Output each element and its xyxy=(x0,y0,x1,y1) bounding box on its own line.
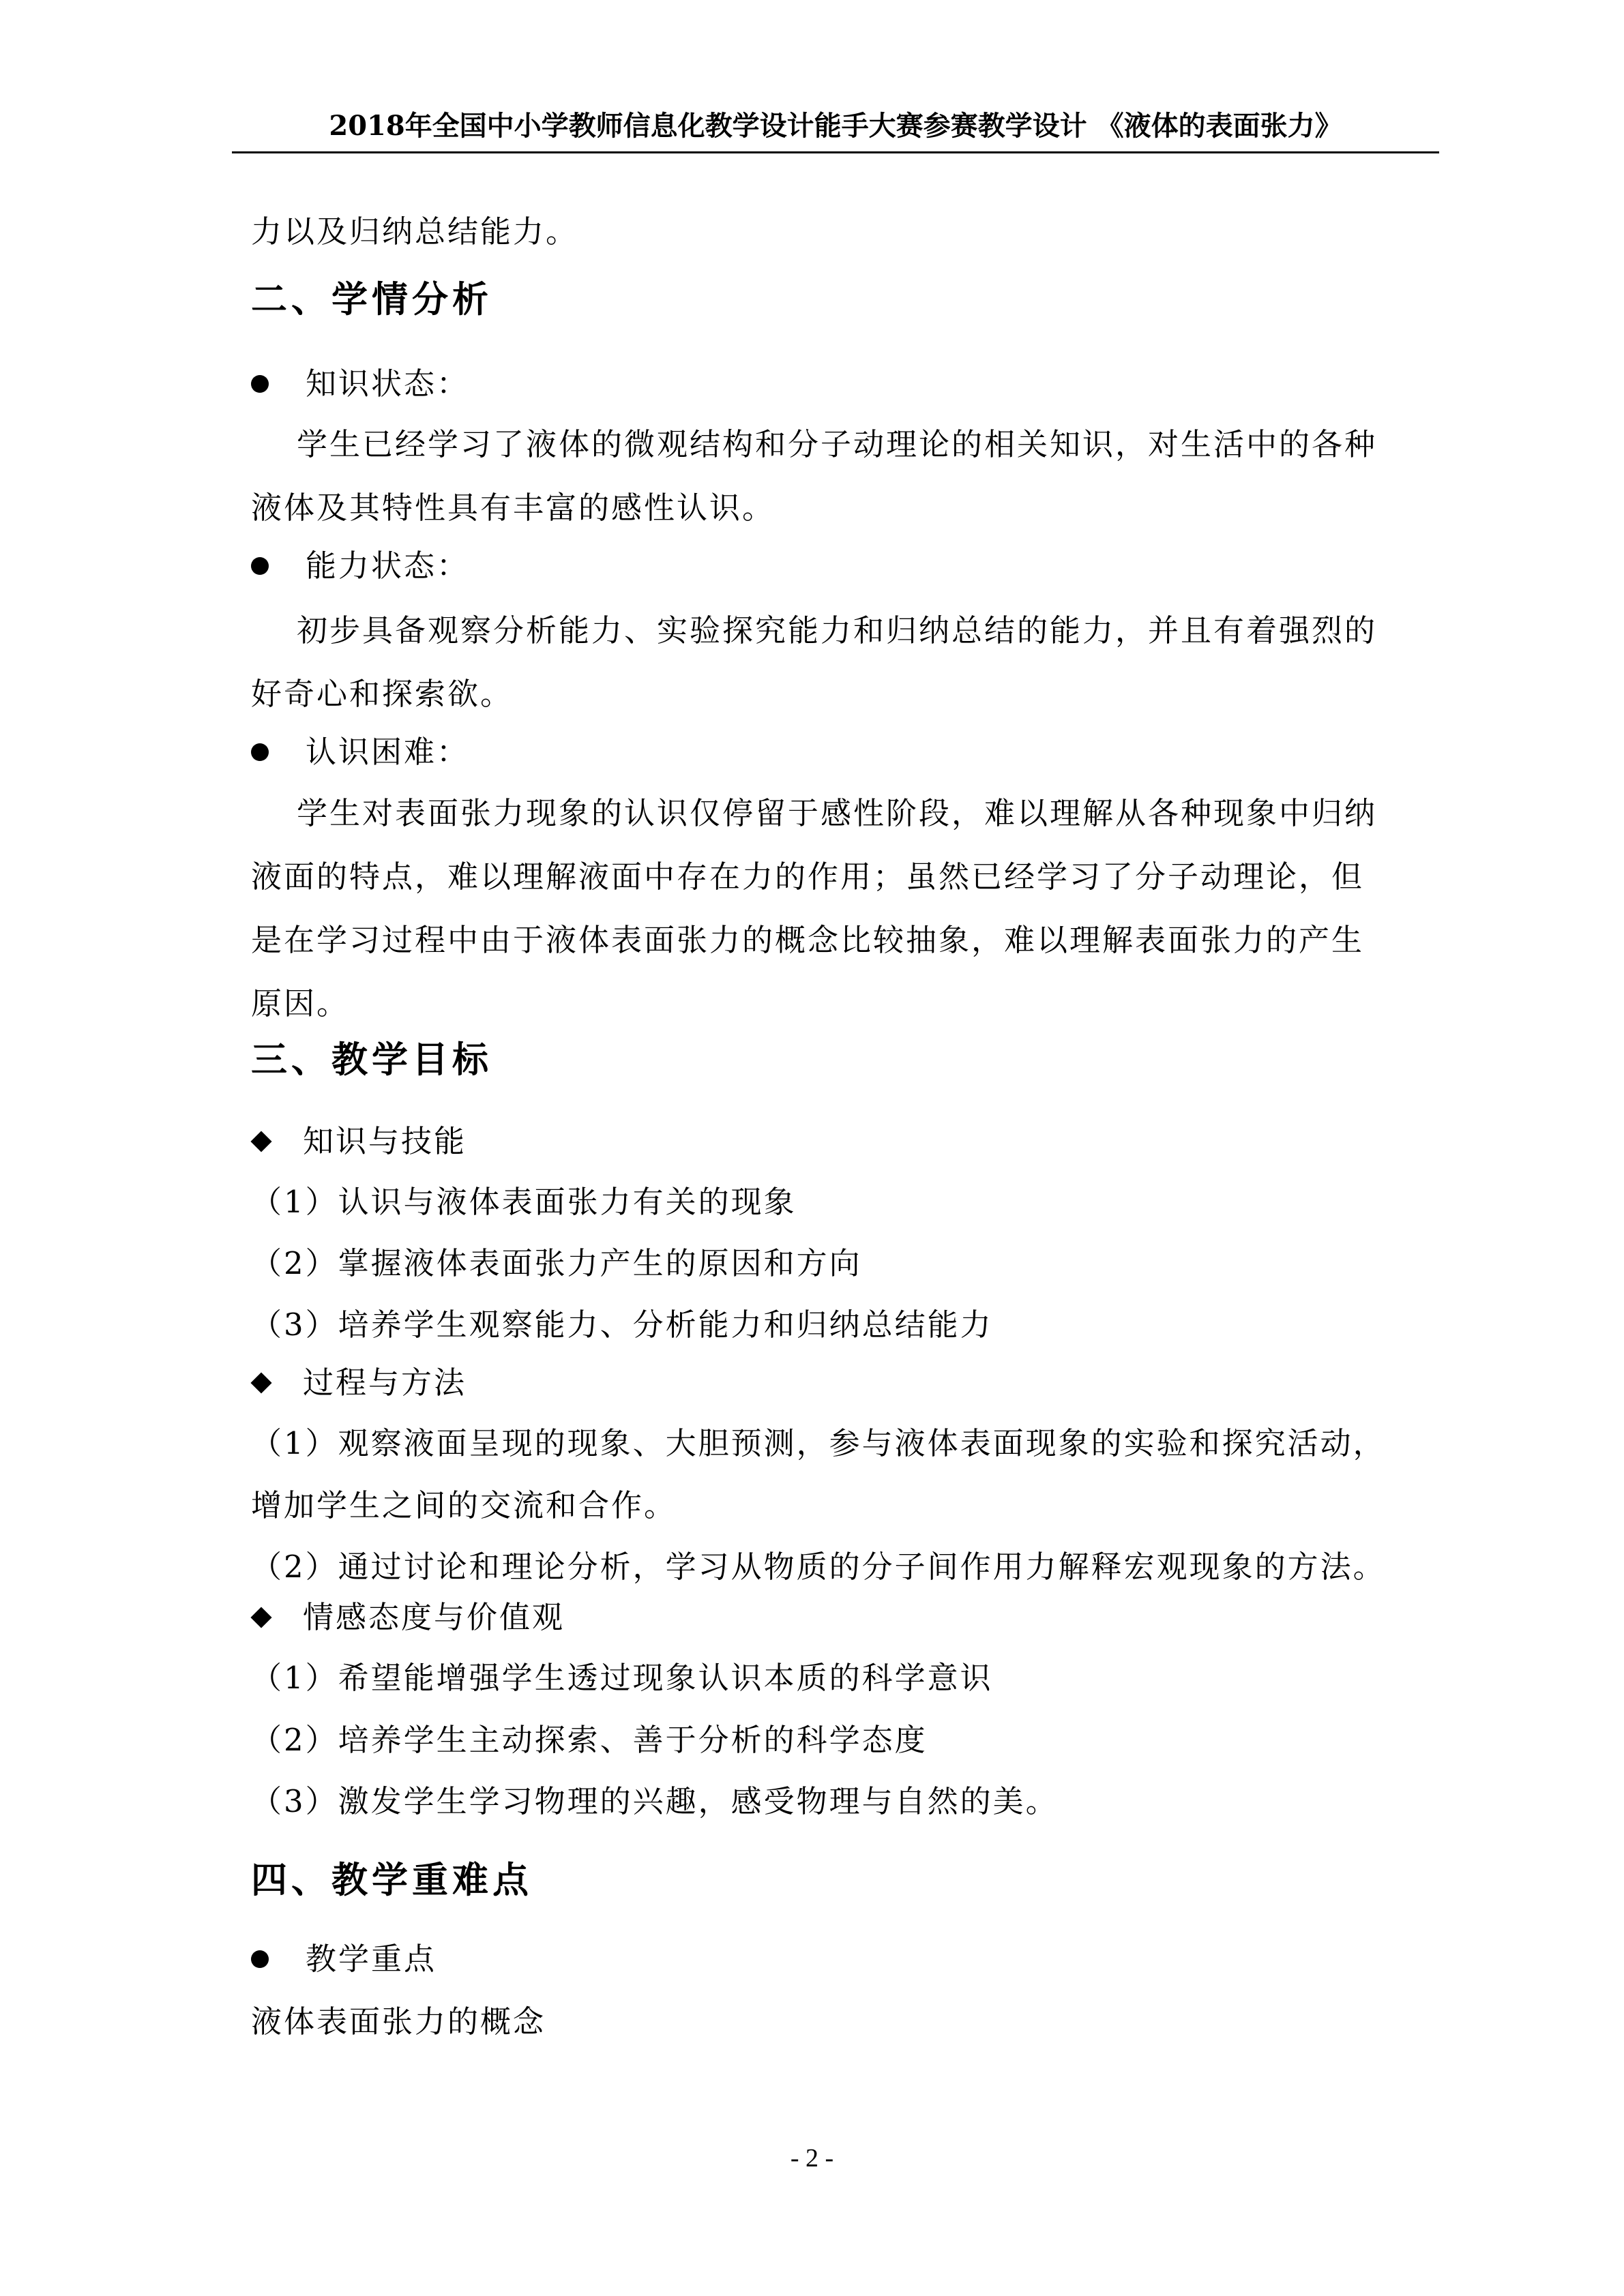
paragraph-line: 好奇心和探索欲。 xyxy=(251,676,514,712)
paragraph-line: 原因。 xyxy=(251,985,350,1022)
goal-knowledge-skills xyxy=(251,1121,467,1162)
page-header: 2018年全国中小学教师信息化教学设计能手大赛参赛教学设计 《液体的表面张力》 xyxy=(329,110,1342,142)
bullet-label: 认识困难： xyxy=(306,734,470,770)
paragraph-line: 液面的特点，难以理解液面中存在力的作用；虽然已经学习了分子动理论，但 xyxy=(251,859,1365,895)
bullet-dot-icon xyxy=(251,557,269,575)
list-item: （2）通过讨论和理论分析，学习从物质的分子间作用力解释宏观现象的方法。 xyxy=(251,1549,1386,1585)
list-item: （2）培养学生主动探索、善于分析的科学态度 xyxy=(251,1722,928,1758)
section-heading-teaching-goals: 三、教学目标 xyxy=(251,1039,492,1081)
paragraph-line: 是在学习过程中由于液体表面张力的概念比较抽象，难以理解表面张力的产生 xyxy=(251,922,1365,958)
page-number: - 2 - xyxy=(790,2144,834,2173)
bullet-teaching-key xyxy=(251,1939,437,1980)
bullet-label: 知识状态： xyxy=(306,366,470,402)
bullet-dot-icon xyxy=(251,375,269,393)
list-item: （1）观察液面呈现的现象、大胆预测，参与液体表面现象的实验和探究活动， xyxy=(251,1425,1386,1461)
list-item: （1）认识与液体表面张力有关的现象 xyxy=(251,1184,797,1220)
bullet-dot-icon xyxy=(251,743,269,761)
list-item: （3）激发学生学习物理的兴趣，感受物理与自然的美。 xyxy=(251,1783,1059,1819)
bullet-diamond-icon xyxy=(250,1131,271,1152)
goal-label: 过程与方法 xyxy=(303,1365,467,1401)
bullet-knowledge-state xyxy=(251,363,469,404)
list-item: （3）培养学生观察能力、分析能力和归纳总结能力 xyxy=(251,1307,993,1343)
section-heading-key-difficulties: 四、教学重难点 xyxy=(251,1860,533,1901)
paragraph-line: 液体表面张力的概念 xyxy=(251,2003,546,2040)
bullet-diamond-icon xyxy=(250,1607,271,1628)
bullet-dot-icon xyxy=(251,1950,269,1968)
bullet-label: 教学重点 xyxy=(306,1941,437,1977)
bullet-diamond-icon xyxy=(250,1372,271,1393)
goal-emotion-values xyxy=(251,1597,565,1638)
paragraph-line: 初步具备观察分析能力、实验探究能力和归纳总结的能力，并且有着强烈的 xyxy=(297,612,1378,648)
goal-process-methods xyxy=(251,1362,467,1403)
bullet-ability-state xyxy=(251,546,469,586)
bullet-label: 能力状态： xyxy=(306,548,470,584)
goal-label: 情感态度与价值观 xyxy=(303,1599,565,1635)
header-rule xyxy=(232,151,1439,153)
paragraph-line: 学生已经学习了液体的微观结构和分子动理论的相关知识，对生活中的各种 xyxy=(297,426,1378,462)
section-heading-student-analysis: 二、学情分析 xyxy=(251,279,492,320)
list-item: 增加学生之间的交流和合作。 xyxy=(251,1487,677,1523)
paragraph-line: 学生对表面张力现象的认识仅停留于感性阶段，难以理解从各种现象中归纳 xyxy=(297,795,1378,831)
continuation-text: 力以及归纳总结能力。 xyxy=(251,213,579,250)
list-item: （1）希望能增强学生透过现象认识本质的科学意识 xyxy=(251,1660,993,1696)
goal-label: 知识与技能 xyxy=(303,1123,467,1159)
bullet-cognitive-difficulty xyxy=(251,732,469,773)
list-item: （2）掌握液体表面张力产生的原因和方向 xyxy=(251,1245,862,1281)
paragraph-line: 液体及其特性具有丰富的感性认识。 xyxy=(251,490,776,526)
